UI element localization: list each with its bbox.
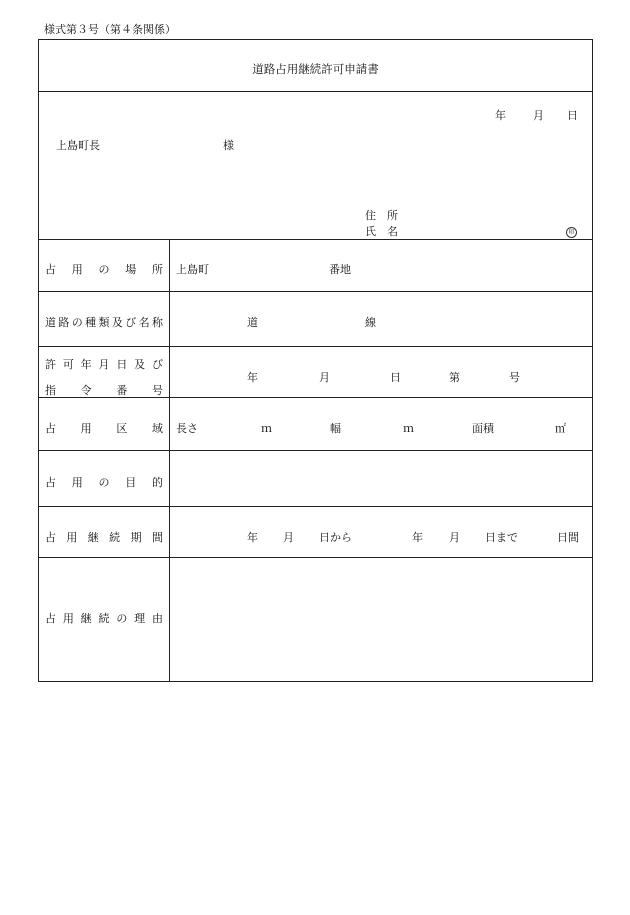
road-type[interactable]: 道	[247, 316, 258, 329]
label-char: 占	[45, 263, 56, 276]
divider	[39, 557, 592, 558]
label-area	[39, 420, 169, 436]
permit-go[interactable]: 号	[509, 371, 520, 384]
label-char: 道	[45, 316, 56, 329]
label-char: 場	[125, 263, 137, 276]
label-char: 継	[80, 612, 92, 625]
label-char: 理	[134, 612, 146, 625]
date-day[interactable]: 日	[567, 109, 578, 122]
label-char: 所	[152, 263, 163, 276]
divider	[39, 91, 592, 92]
label-char: 域	[151, 422, 163, 435]
label-char: 占	[45, 612, 56, 625]
period-days[interactable]: 日間	[557, 531, 579, 544]
addressee-honorific: 様	[223, 139, 234, 152]
reason-field[interactable]	[176, 565, 586, 675]
label-char: 用	[71, 263, 83, 276]
divider	[39, 291, 592, 292]
column-divider	[169, 239, 170, 681]
road-line[interactable]: 線	[365, 316, 376, 329]
label-char: の	[71, 316, 83, 329]
label-char: 可	[62, 358, 74, 371]
label-char: 間	[151, 531, 163, 544]
label-road	[39, 314, 169, 330]
label-char: の	[98, 263, 110, 276]
permit-month[interactable]: 月	[319, 371, 330, 384]
label-char: 令	[80, 384, 92, 397]
label-char: 由	[151, 612, 163, 625]
label-permit	[39, 356, 169, 398]
period-year-from[interactable]: 年	[247, 531, 258, 544]
period-year-to[interactable]: 年	[412, 531, 423, 544]
period-month-to[interactable]: 月	[449, 531, 460, 544]
permit-day[interactable]: 日	[390, 371, 401, 384]
area-area-label: 面積	[472, 422, 494, 435]
area-sqm-unit[interactable]: ㎡	[555, 422, 566, 435]
period-month-from[interactable]: 月	[283, 531, 294, 544]
label-char: 及	[134, 358, 146, 371]
label-location	[39, 261, 169, 277]
label-char: の	[116, 612, 128, 625]
label-char: 目	[125, 476, 137, 489]
label-char: 占	[45, 531, 56, 544]
application-form	[38, 39, 593, 682]
permit-year[interactable]: 年	[247, 371, 258, 384]
label-char: 継	[87, 531, 99, 544]
label-char: 期	[130, 531, 142, 544]
label-char: 路	[58, 316, 70, 329]
date-month[interactable]: 月	[533, 109, 544, 122]
divider	[39, 239, 592, 240]
label-permit-line2	[45, 382, 163, 398]
divider	[39, 506, 592, 507]
area-width-label: 幅	[330, 422, 341, 435]
label-char: び	[151, 358, 163, 371]
label-char: 用	[71, 476, 83, 489]
address-label: 住 所	[365, 209, 398, 222]
period-from[interactable]: 日から	[319, 531, 352, 544]
label-purpose	[39, 474, 169, 490]
label-char: 指	[45, 384, 56, 397]
label-char: 及	[111, 316, 123, 329]
label-char: の	[98, 476, 110, 489]
name-label: 氏 名	[365, 225, 398, 238]
seal-icon: 印	[566, 227, 577, 238]
label-char: 番	[116, 384, 128, 397]
label-char: 的	[152, 476, 163, 489]
divider	[39, 450, 592, 451]
label-char: 用	[80, 422, 92, 435]
divider	[39, 346, 592, 347]
date-year[interactable]: 年	[495, 109, 506, 122]
label-char: 年	[80, 358, 92, 371]
form-title: 道路占用継続許可申請書	[252, 62, 379, 76]
area-length-unit[interactable]: ｍ	[261, 422, 272, 435]
label-char: 用	[66, 531, 78, 544]
area-length-label: 長さ	[176, 422, 198, 435]
label-char: 名	[138, 316, 150, 329]
label-char: 類	[98, 316, 110, 329]
label-char: 用	[62, 612, 74, 625]
location-banchi[interactable]: 番地	[329, 263, 351, 276]
label-char: 続	[109, 531, 121, 544]
label-char: 日	[116, 358, 128, 371]
label-char: 月	[98, 358, 110, 371]
label-char: 続	[98, 612, 110, 625]
period-until[interactable]: 日まで	[485, 531, 518, 544]
area-width-unit[interactable]: ｍ	[403, 422, 414, 435]
label-char: 占	[45, 476, 56, 489]
label-reason	[39, 610, 169, 626]
permit-dai[interactable]: 第	[449, 371, 460, 384]
divider	[39, 397, 592, 398]
seal-mark	[566, 224, 577, 238]
label-char: 区	[116, 422, 128, 435]
label-char: 種	[85, 316, 97, 329]
label-permit-line1	[45, 356, 163, 372]
form-number: 様式第３号（第４条関係）	[44, 23, 176, 36]
label-char: び	[125, 316, 137, 329]
label-char: 称	[152, 316, 163, 329]
addressee-name: 上島町長	[56, 139, 100, 152]
label-period	[39, 529, 169, 545]
label-char: 号	[151, 384, 163, 397]
label-char: 占	[45, 422, 56, 435]
label-char: 許	[45, 358, 56, 371]
location-town[interactable]: 上島町	[176, 263, 209, 276]
